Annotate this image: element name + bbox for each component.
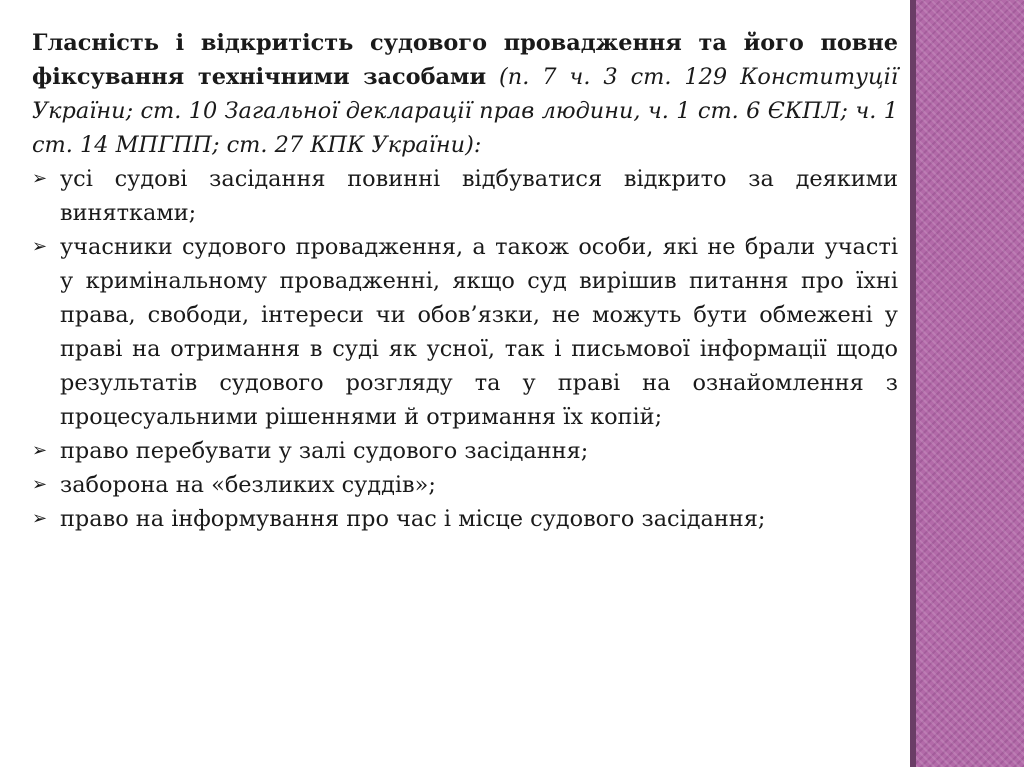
arrow-bullet-icon: ➢	[32, 440, 48, 461]
intro-heading: Гласність і відкритість судового провадження та його повне фіксування технічними засобами	[32, 30, 898, 90]
list-item	[32, 434, 898, 468]
list-item	[32, 502, 898, 536]
list-item-text: заборона на «безликих суддів»;	[60, 472, 436, 498]
bullet-list	[32, 162, 898, 536]
intro-paragraph	[32, 26, 898, 162]
list-item	[32, 230, 898, 434]
arrow-bullet-icon: ➢	[32, 474, 48, 495]
decorative-side-band	[916, 0, 1024, 767]
list-item-text: усі судові засідання повинні відбуватися відкрито за деякими винятками;	[60, 166, 898, 226]
list-item	[32, 468, 898, 502]
intro-citation: (п. 7 ч. 3 ст. 129 Конституції України; ст. 10 Загальної декларації прав людини, ч. 1 ст. 6 ЄКПЛ; ч. 1 ст. 14 МПГПП; ст. 27 КПК України):	[32, 64, 898, 158]
list-item-text: право перебувати у залі судового засідання;	[60, 438, 589, 464]
list-item	[32, 162, 898, 230]
list-item-text: учасники судового провадження, а також особи, які не брали участі у кримінальному провадженні, якщо суд вирішив питання про їхні права, свободи, інтереси чи обов’язки, не можуть бути обмежені у праві на отримання в суді як усної, так і письмової інформації щодо результатів судового розгляду та у праві на ознайомлення з процесуальними рішеннями й отримання їх копій;	[60, 234, 898, 430]
arrow-bullet-icon: ➢	[32, 508, 48, 529]
arrow-bullet-icon: ➢	[32, 236, 48, 257]
slide-content	[32, 26, 898, 536]
arrow-bullet-icon: ➢	[32, 168, 48, 189]
list-item-text: право на інформування про час і місце судового засідання;	[60, 506, 766, 532]
